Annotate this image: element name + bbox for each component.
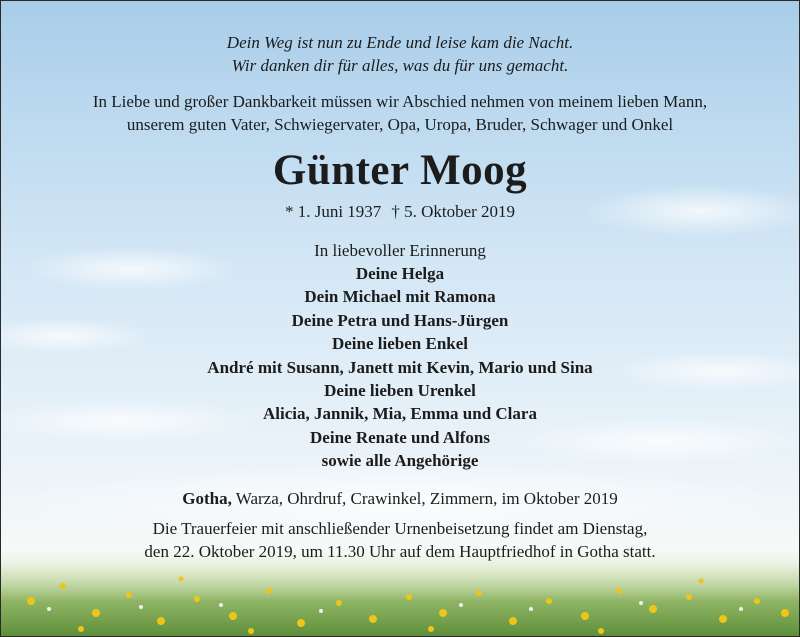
motto-line-2: Wir danken dir für alles, was du für uns gemacht.: [231, 56, 569, 75]
mourner-line: Dein Michael mit Ramona: [304, 287, 496, 306]
mourner-line: Deine Petra und Hans-Jürgen: [291, 311, 509, 330]
life-dates: [1, 202, 799, 222]
places-and-date: Warza, Ohrdruf, Crawinkel, Zimmern, im Oktober 2019: [235, 489, 618, 508]
mourner-line: Deine lieben Enkel: [331, 334, 468, 353]
main-place: Gotha,: [182, 489, 232, 508]
birth-date: * 1. Juni 1937: [284, 202, 382, 221]
mourners-heading: In liebevoller Erinnerung: [314, 241, 486, 260]
death-date: † 5. Oktober 2019: [391, 202, 516, 221]
mourner-line: Deine Helga: [355, 264, 445, 283]
intro-line-2: unserem guten Vater, Schwiegervater, Opa, Uropa, Bruder, Schwager und Onkel: [126, 115, 674, 134]
mourner-line: Deine Renate und Alfons: [310, 428, 490, 447]
mourner-line: sowie alle Angehörige: [321, 451, 479, 470]
place-date-line: [1, 489, 799, 509]
deceased-name: Günter Moog: [272, 147, 528, 194]
intro-line-1: In Liebe und großer Dankbarkeit müssen wir Abschied nehmen von meinem lieben Mann,: [92, 92, 708, 111]
mourner-line: André mit Susann, Janett mit Kevin, Mario und Sina: [207, 358, 593, 377]
ceremony-line-2: den 22. Oktober 2019, um 11.30 Uhr auf dem Hauptfriedhof in Gotha statt.: [144, 542, 656, 561]
meadow: [1, 549, 799, 636]
mourner-line: Deine lieben Urenkel: [324, 381, 476, 400]
motto-line-1: Dein Weg ist nun zu Ende und leise kam die Nacht.: [226, 33, 574, 52]
mourner-line: Alicia, Jannik, Mia, Emma und Clara: [263, 404, 537, 423]
ceremony-line-1: Die Trauerfeier mit anschließender Urnenbeisetzung findet am Dienstag,: [152, 519, 648, 538]
